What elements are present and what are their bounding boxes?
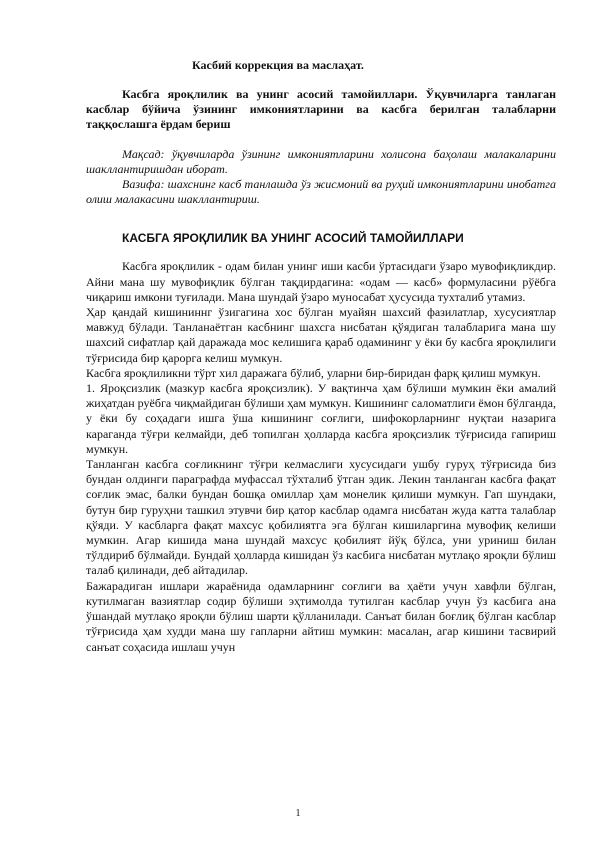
paragraph: Бажарадиган ишлари жараёнида одамларнинг соғлиги ва ҳаёти учун хавфли бўлган, кутилмаган вазиятлар содир бўлиши эҳтимолда тутилган касблар учун ўз касбига ана ўшандай мутлақо яроқли бўлиш шарти қўлланилади. Санъат билан боғлиқ бўлган касблар тўғрисида ҳам худди мана шу гапларни айтиш мумкин: масалан, агар кишини тасвирий санъат соҳасида ишлаш учун bbox=[86, 578, 556, 654]
paragraph: Касбга яроқлилик - одам билан унинг иши касби ўртасидаги ўзаро мувофиқликдир. Айни мана шу мувофиқлик бўлган тақдирдагина: «одам — касб» формуласини рўёбга чиқариш имкони туғилади. Мана шундай ўзаро муносабат ҳусусида тухталиб утамиз. bbox=[86, 259, 556, 304]
paragraph: 1. Яроқсизлик (мазкур касбга яроқсизлик). У вақтинча ҳам бўлиши мумкин ёки амалий жиҳатдан руёбга чиқмайдиган бўлиши ҳам мумкун. Кишининг саломатлиги ёмон бўлганда, у ёки бу соҳадаги ишга ўша кишининг соғлиги, шифокорларнинг нуқтаи назарига караганда тўғри келмайди, деб топилган ҳолларда касбга яроқсизлик тўғрисида гапириш мумкун. bbox=[86, 381, 556, 456]
document-page bbox=[86, 58, 556, 655]
task-text: Вазифа: шахснинг касб танлашда ўз жисмоний ва руҳий имкониятларини инобатга олиш малакасини шакллантириш. bbox=[86, 177, 556, 207]
section-title: КАСБГА ЯРОҚЛИЛИК ВА УНИНГ АСОСИЙ ТАМОЙИЛЛАРИ bbox=[122, 231, 464, 246]
paragraph: Танланган касбга соғликнинг тўғри келмаслиги хусусидаги ушбу гуруҳ тўғрисида биз бундан олдинги параграфда муфассал тўхталиб ўтган эдик. Лекин танланган касбга фақат соғлик эмас, балки бундан бошқа омиллар ҳам монелик қилиши мумкун. Гап шундаки, бутун бир гуруҳни ташкил этувчи бир қатор касблар одамга нисбатан жуда катта талаблар қўяди. У касбларга фақат махсус қобилиятга эга бўлган кишиларгина мувофиқ келиши мумкин. Агар кишида мана шундай махсус қобилият йўқ бўлса, уни уриниш билан тўлдириб бўлмайди. Бундай ҳолларда кишидан ўз касбига нисбатан мутлақо яроқли бўлиш талаб қилинади, деб айтадилар. bbox=[86, 457, 556, 578]
page-number: 1 bbox=[295, 808, 301, 819]
goal-text: Мақсад: ўқувчиларда ўзининг имкониятларини холисона баҳолаш малакаларини шакллантиришдан иборат. bbox=[86, 146, 556, 176]
paragraph: Ҳар қандай кишининнг ўзигагина хос бўлган муайян шахсий фазилатлар, хусусиятлар мавжуд бўлади. Танланаётган касбнинг шахсга нисбатан қўядиган талабларига мана шу шахсий сифатлар қай даражада мос келишига қараб одамининг у ёки бу касбга яроқлилиги тўғрисида бир қарорга келиш мумкун. bbox=[86, 305, 556, 365]
topic-title: Касбга яроқлилик ва унинг асосий тамойиллари. Ўқувчиларга танлаган касблар бўйича ўзининг имкониятларини ва касбга берилган талабларни таққослашга ёрдам бериш bbox=[86, 87, 556, 132]
paragraph: Касбга яроқлиликни тўрт хил даражага бўлиб, уларни бир-биридан фарқ қилиш мумкун. bbox=[86, 365, 541, 380]
document-header: Касбий коррекция ва маслаҳат. bbox=[192, 58, 364, 72]
